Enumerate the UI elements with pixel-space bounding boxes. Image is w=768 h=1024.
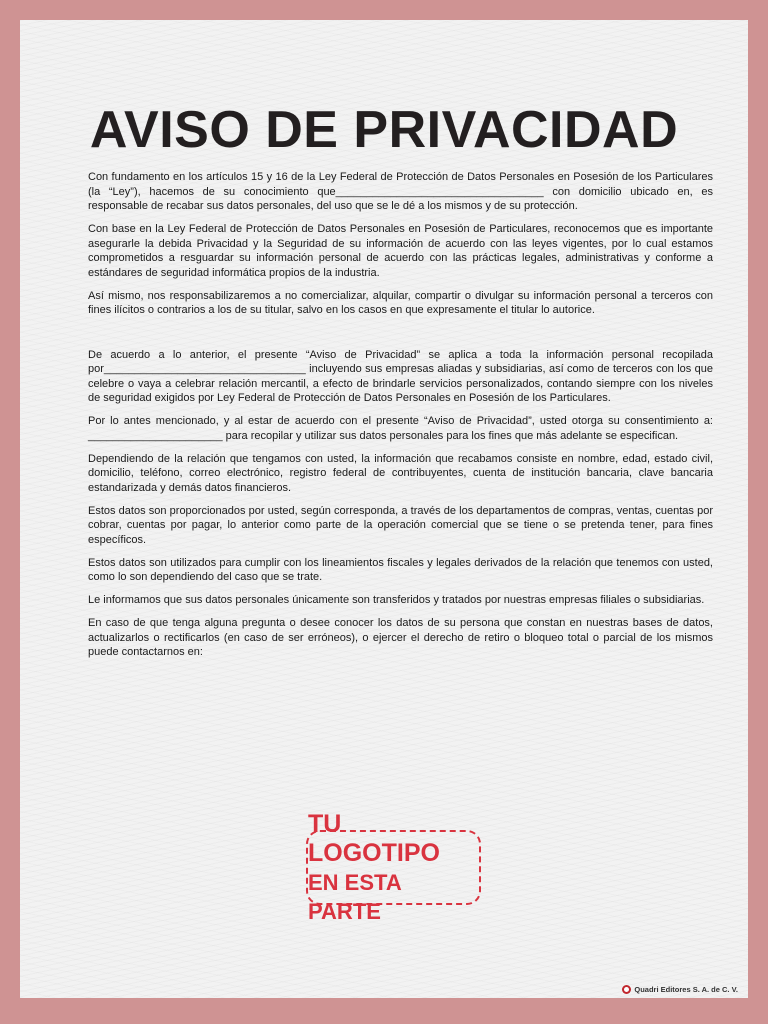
footer — [622, 985, 738, 994]
paragraph: Estos datos son utilizados para cumplir con los lineamientos fiscales y legales derivados de la relación que tenemos con usted, como lo son dependiendo del caso que se trate. — [88, 556, 713, 583]
paragraph: De acuerdo a lo anterior, el presente “Aviso de Privacidad” se aplica a toda la información personal recopilada por_________________________________ incluyendo sus empresas aliadas y subsidiarias, así como de terceros con los que celebre o vaya a celebrar relación mercantil, a efecto de brindarle servicios personalizados, contando siempre con los niveles de seguridad exigidos por Ley Federal de Protección de Datos Personales en Posesión de los Particulares. — [88, 348, 713, 404]
paragraph: Con base en la Ley Federal de Protección de Datos Personales en Posesión de Particulares, reconocemos que es importante asegurarle la debida Privacidad y la Seguridad de su información de acuerdo con las leyes vigentes, por lo cual estamos comprometidos a resguardar su información personal de acuerdo con las prácticas legales, administrativas y conforme a estándares de seguridad informática propios de la industria. — [88, 223, 713, 279]
paragraph: Le informamos que sus datos personales únicamente son transferidos y tratados por nuestras empresas filiales o subsidiarias. — [88, 594, 705, 606]
document-body — [88, 170, 713, 668]
paragraph: Por lo antes mencionado, y al estar de acuerdo con el presente “Aviso de Privacidad”, usted otorga su consentimiento a: ______________________ para recopilar y utilizar sus datos personales para los fines que más adelante se especifican. — [88, 415, 713, 442]
paragraph: Estos datos son proporcionados por usted, según corresponda, a través de los departamentos de compras, ventas, cuentas por cobrar, cuentas por pagar, lo anterior como parte de la operación comercial que se tiene o se pretenda tener, para fines específicos. — [88, 504, 713, 546]
paragraph: Con fundamento en los artículos 15 y 16 de la Ley Federal de Protección de Datos Personales en Posesión de los Particulares (la “Ley”), hacemos de su conocimiento que__________________________________ con domicilio ubicado en, es responsable de recabar sus datos personales, del uso que se le dé a los mismos y de su protección. — [88, 171, 713, 212]
paragraph: En caso de que tenga alguna pregunta o desee conocer los datos de su persona que constan en nuestras bases de datos, actualizarlos o rectificarlos (en caso de ser erróneos), o ejercer el derecho de retiro o bloqueo total o parcial de los mismos puede contactarnos en: — [88, 617, 713, 658]
quadri-logo-icon — [622, 985, 631, 994]
document-sheet — [20, 20, 748, 998]
logo-placeholder — [306, 809, 481, 924]
paragraph: Dependiendo de la relación que tengamos con usted, la información que recabamos consiste en nombre, edad, estado civil, domicilio, teléfono, correo electrónico, registro federal de contribuyentes, cuenta de institución bancaria, clave bancaria estandarizada y demás datos financieros. — [88, 452, 713, 494]
paragraph: Así mismo, nos responsabilizaremos a no comercializar, alquilar, compartir o divulgar su información personal a terceros con fines ilícitos o contrarios a los de su titular, salvo en los casos en que expresamente el titular lo autorice. — [88, 289, 713, 316]
logo-line-2: EN ESTA PARTE — [308, 869, 401, 924]
page-title: AVISO DE PRIVACIDAD — [89, 101, 679, 159]
footer-publisher: Quadri Editores S. A. de C. V. — [634, 985, 738, 994]
logo-line-1: TU LOGOTIPO — [308, 809, 440, 867]
